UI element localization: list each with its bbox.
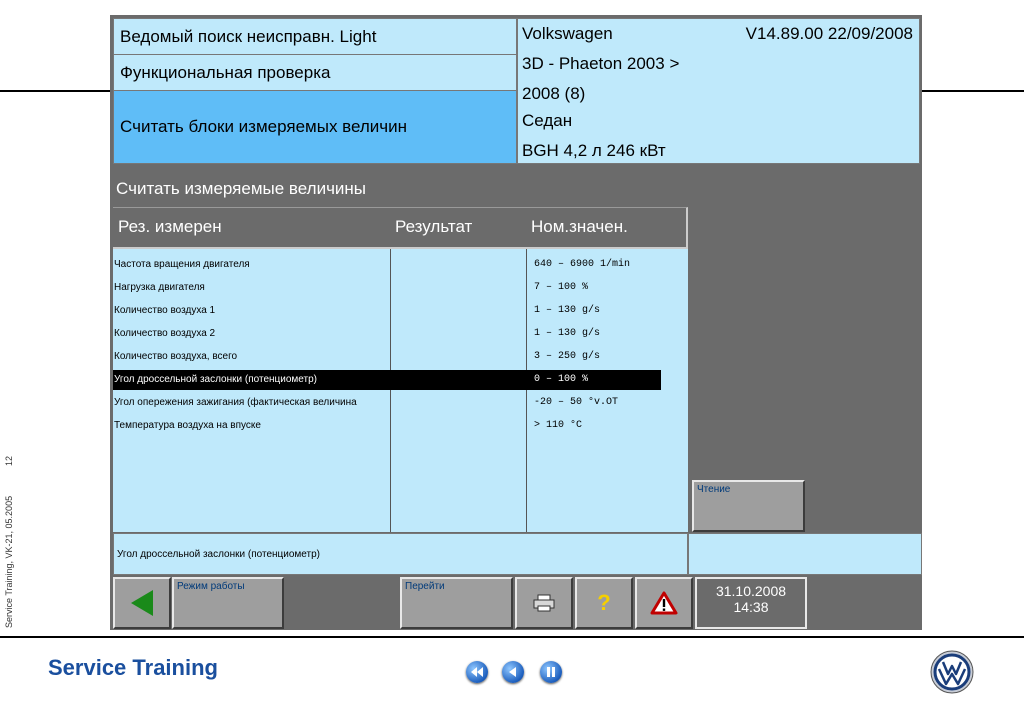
nominal-value: 640 – 6900 1/min [534,259,631,270]
warning-button[interactable] [635,577,693,629]
nominal-value: -20 – 50 °v.OT [534,397,619,408]
vehicle-model: 3D - Phaeton 2003 > [522,54,680,73]
time-text: 14:38 [733,599,769,615]
vehicle-year: 2008 (8) [522,84,586,103]
section-title: Считать измеряемые величины [116,179,367,198]
diagnostic-screen [110,15,922,630]
vehicle-brand: Volkswagen [522,24,613,43]
vehicle-body: Седан [522,111,573,130]
datetime-panel [695,577,807,629]
measurement-table[interactable] [113,249,688,532]
measurement-name: Угол опережения зажигания (фактическая величина [114,397,357,408]
table-row[interactable] [113,324,688,344]
table-row[interactable] [113,255,688,275]
table-row[interactable] [113,347,688,367]
read-button-label: Чтение [697,484,731,495]
print-button[interactable] [515,577,573,629]
toolbar-spacer [285,577,399,629]
menu-item-label: Ведомый поиск неисправн. Light [120,26,377,46]
menu-item-label: Считать блоки измеряемых величин [120,117,408,136]
play-back-icon [508,667,518,677]
previous-slide-button[interactable] [502,661,524,683]
software-version: V14.89.00 22/09/2008 [745,24,913,43]
table-row[interactable] [113,393,688,413]
nominal-value: 3 – 250 g/s [534,351,601,362]
mode-button-label: Режим работы [177,581,245,592]
nominal-value: 1 – 130 g/s [534,305,601,316]
table-row-selected[interactable] [113,370,661,390]
measurement-name: Частота вращения двигателя [114,259,250,270]
menu-item-guided-fault-finding[interactable] [113,18,517,55]
vw-logo [930,650,974,694]
back-arrow-icon [129,588,155,618]
pause-button[interactable] [540,661,562,683]
section-header [110,167,922,207]
nominal-value: 7 – 100 % [534,282,589,293]
read-button[interactable] [692,480,805,532]
status-bar-right [688,533,922,575]
table-row[interactable] [113,416,688,436]
status-text: Угол дроссельной заслонки (потенциометр) [117,549,320,560]
goto-button-label: Перейти [405,581,445,592]
column-header-measurement: Рез. измерен [118,217,222,236]
printer-icon [532,594,556,612]
help-button[interactable] [575,577,633,629]
table-row[interactable] [113,278,688,298]
vehicle-engine: BGH 4,2 л 246 кВт [522,141,666,160]
warning-icon [650,591,678,615]
menu-item-read-measured-blocks[interactable] [113,90,517,164]
back-button[interactable] [113,577,171,629]
measurement-name: Количество воздуха 2 [114,328,216,339]
side-caption: Service Training, VK-21, 05.2005 [4,495,14,628]
measurement-name: Нагрузка двигателя [114,282,205,293]
bottom-rule [0,636,1024,638]
goto-button[interactable] [400,577,513,629]
vehicle-info-panel [517,18,920,164]
pause-icon [546,667,556,677]
column-header-nominal: Ном.значен. [531,217,628,236]
footer-brand: Service Training [48,655,218,680]
table-header [113,207,688,249]
help-icon: ? [597,590,611,615]
column-header-result: Результат [395,217,473,236]
nominal-value: > 110 °C [534,420,583,431]
measurement-name: Температура воздуха на впуске [114,420,261,431]
nominal-value: 0 – 100 % [534,374,589,385]
measurement-name: Угол дроссельной заслонки (потенциометр) [114,374,317,385]
date-text: 31.10.2008 [715,583,787,599]
rewind-icon [471,667,483,677]
table-row[interactable] [113,301,688,321]
status-bar [113,533,688,575]
menu-item-label: Функциональная проверка [120,62,331,82]
measurement-name: Количество воздуха 1 [114,305,216,316]
measurement-name: Количество воздуха, всего [114,351,238,362]
first-slide-button[interactable] [466,661,488,683]
mode-button[interactable] [172,577,284,629]
side-page-number: 12 [4,455,14,466]
nominal-value: 1 – 130 g/s [534,328,601,339]
menu-item-function-test[interactable] [113,54,517,91]
